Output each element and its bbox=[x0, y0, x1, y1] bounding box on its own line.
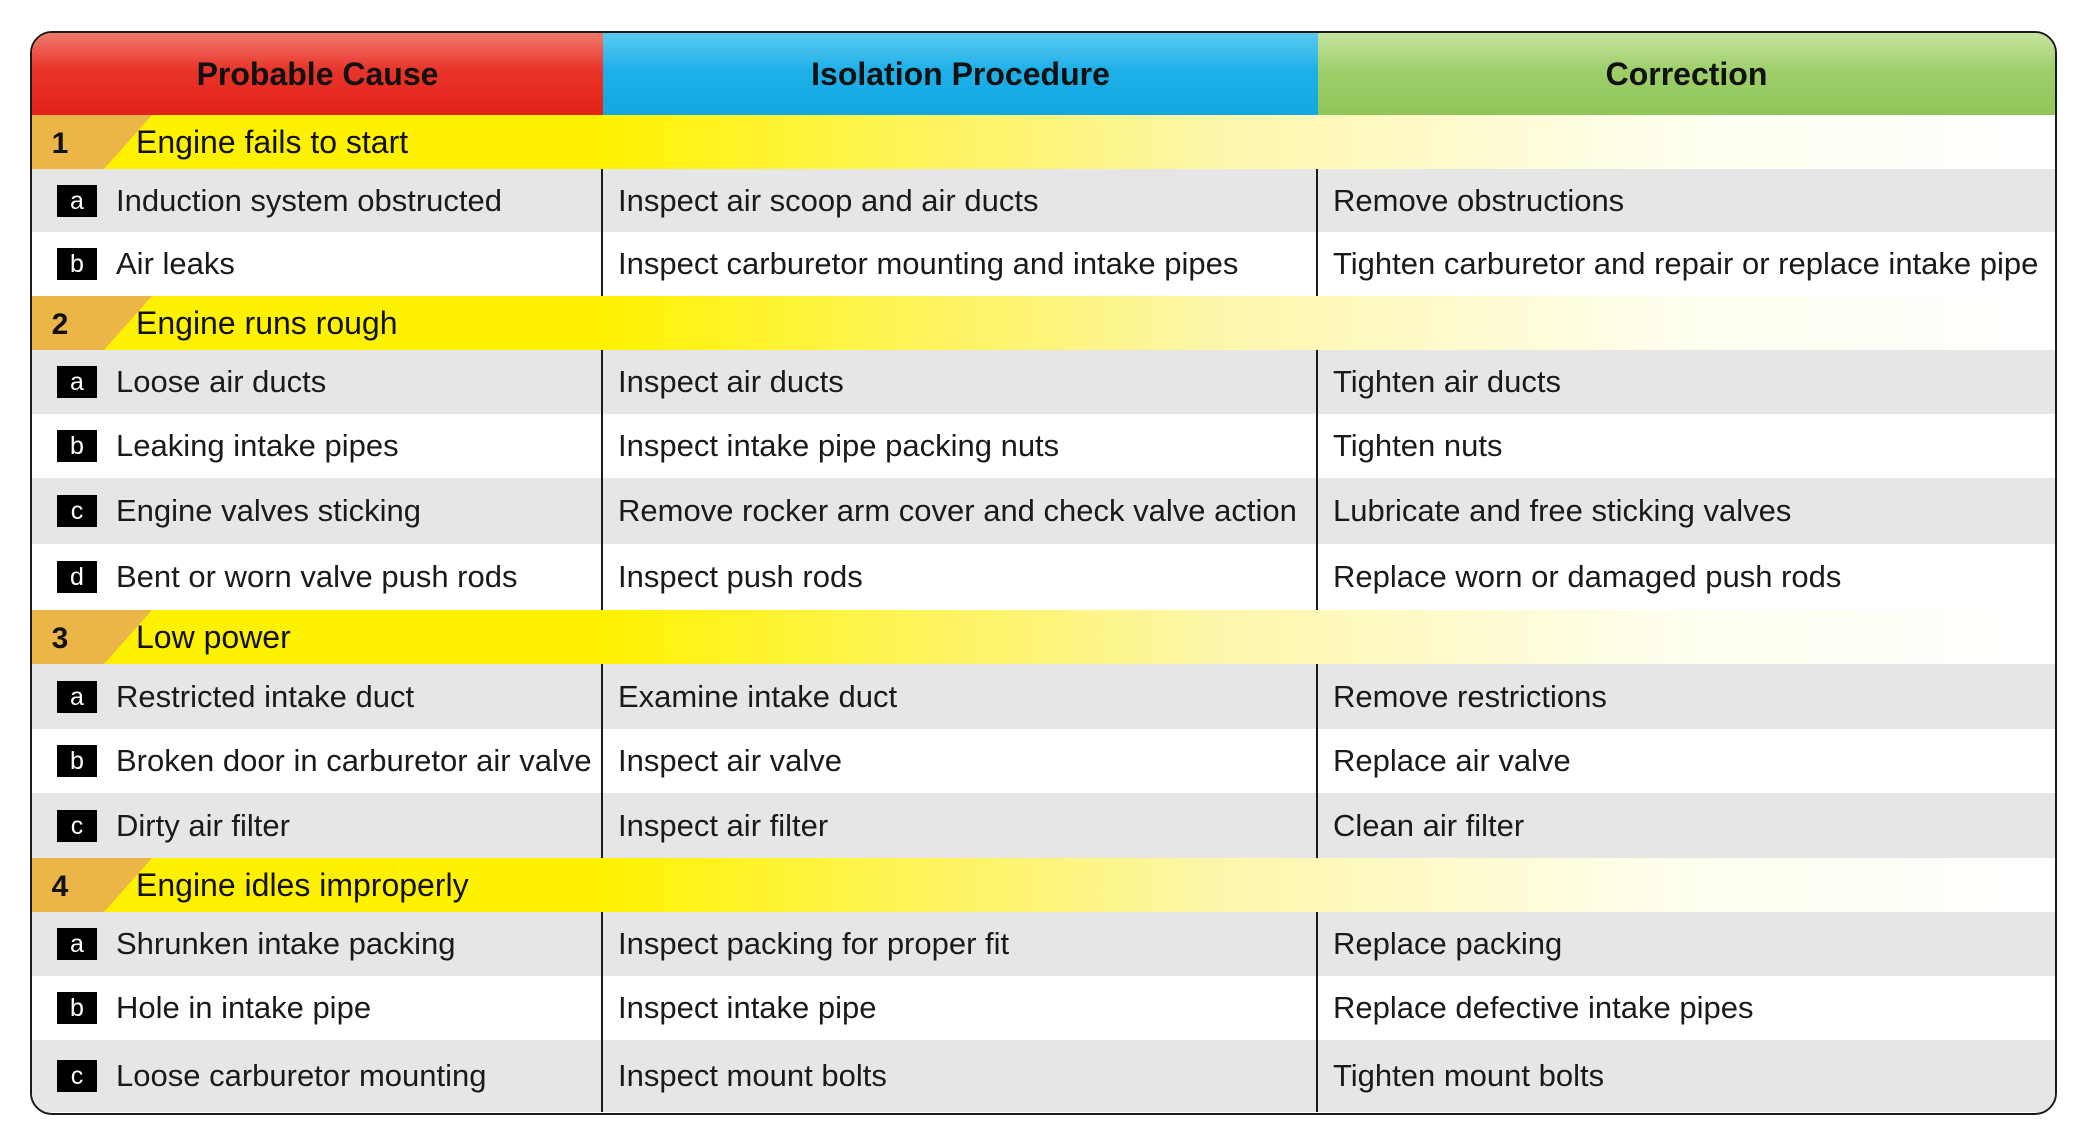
table-row bbox=[32, 350, 2055, 414]
table-row bbox=[32, 912, 2055, 976]
correction-cell: Clean air filter bbox=[1333, 807, 1525, 843]
row-letter-badge: d bbox=[57, 561, 97, 593]
isolation-cell: Inspect intake pipe packing nuts bbox=[603, 414, 1318, 478]
section-number: 3 bbox=[51, 622, 69, 655]
row-letter-badge: b bbox=[57, 745, 97, 777]
section-header bbox=[32, 858, 2055, 912]
row-letter-badge: a bbox=[57, 928, 97, 960]
correction-cell: Replace defective intake pipes bbox=[1333, 990, 1754, 1025]
section-number: 4 bbox=[51, 870, 69, 903]
correction-cell: Remove restrictions bbox=[1333, 678, 1607, 714]
correction-cell: Replace air valve bbox=[1333, 743, 1571, 778]
section-header bbox=[32, 115, 2055, 169]
correction-cell: Replace packing bbox=[1333, 926, 1563, 961]
cause-text: Engine valves sticking bbox=[116, 493, 421, 528]
section-header bbox=[32, 610, 2055, 664]
row-letter-badge: a bbox=[57, 366, 97, 398]
isolation-cell: Remove rocker arm cover and check valve action bbox=[603, 478, 1318, 544]
cause-cell bbox=[32, 793, 603, 858]
table-row bbox=[32, 414, 2055, 478]
cause-cell bbox=[32, 729, 603, 793]
cause-text: Leaking intake pipes bbox=[116, 428, 399, 463]
isolation-cell: Inspect air filter bbox=[603, 793, 1318, 858]
cause-text: Loose carburetor mounting bbox=[116, 1058, 487, 1093]
cause-text: Bent or worn valve push rods bbox=[116, 559, 518, 594]
cause-text: Restricted intake duct bbox=[116, 678, 415, 714]
section-header bbox=[32, 296, 2055, 350]
isolation-cell: Inspect push rods bbox=[603, 544, 1318, 610]
cause-text: Shrunken intake packing bbox=[116, 926, 456, 961]
header-probable-cause: Probable Cause bbox=[32, 33, 603, 115]
section-title: Engine fails to start bbox=[136, 124, 409, 160]
header-isolation-procedure: Isolation Procedure bbox=[603, 33, 1318, 115]
cause-cell bbox=[32, 414, 603, 478]
row-letter-badge: c bbox=[57, 495, 97, 527]
cause-cell bbox=[32, 350, 603, 414]
table-row bbox=[32, 793, 2055, 858]
isolation-cell: Inspect mount bolts bbox=[603, 1040, 1318, 1112]
correction-cell: Remove obstructions bbox=[1333, 182, 1625, 218]
isolation-cell: Inspect intake pipe bbox=[603, 976, 1318, 1040]
cause-cell bbox=[32, 544, 603, 610]
cause-cell bbox=[32, 1040, 603, 1112]
row-letter-badge: b bbox=[57, 430, 97, 462]
cause-cell bbox=[32, 664, 603, 729]
correction-cell: Lubricate and free sticking valves bbox=[1333, 493, 1792, 528]
correction-cell: Tighten carburetor and repair or replace intake pipe bbox=[1333, 246, 2039, 281]
section-number: 1 bbox=[51, 127, 69, 160]
cause-text: Hole in intake pipe bbox=[116, 990, 372, 1025]
cause-cell bbox=[32, 169, 603, 232]
row-letter-badge: a bbox=[57, 681, 97, 713]
row-letter-badge: c bbox=[57, 810, 97, 842]
cause-cell bbox=[32, 232, 603, 296]
table-row bbox=[32, 1040, 2055, 1112]
isolation-cell: Examine intake duct bbox=[603, 664, 1318, 729]
section-title: Engine runs rough bbox=[136, 305, 398, 341]
correction-cell: Replace worn or damaged push rods bbox=[1333, 559, 1842, 594]
correction-cell: Tighten air ducts bbox=[1333, 364, 1562, 399]
correction-cell: Tighten nuts bbox=[1333, 428, 1503, 463]
section-number: 2 bbox=[51, 308, 69, 341]
cause-cell bbox=[32, 478, 603, 544]
row-letter-badge: a bbox=[57, 185, 97, 217]
cause-cell bbox=[32, 976, 603, 1040]
table-row bbox=[32, 232, 2055, 296]
section-title: Low power bbox=[136, 619, 291, 655]
row-letter-badge: b bbox=[57, 992, 97, 1024]
cause-cell bbox=[32, 912, 603, 976]
correction-cell: Tighten mount bolts bbox=[1333, 1058, 1605, 1093]
table-row bbox=[32, 169, 2055, 232]
isolation-cell: Inspect air valve bbox=[603, 729, 1318, 793]
table-row bbox=[32, 729, 2055, 793]
isolation-cell: Inspect air ducts bbox=[603, 350, 1318, 414]
isolation-cell: Inspect packing for proper fit bbox=[603, 912, 1318, 976]
cause-text: Dirty air filter bbox=[116, 807, 290, 843]
row-letter-badge: b bbox=[57, 248, 97, 280]
isolation-cell: Inspect carburetor mounting and intake pipes bbox=[603, 232, 1318, 296]
isolation-cell: Inspect air scoop and air ducts bbox=[603, 169, 1318, 232]
cause-text: Induction system obstructed bbox=[116, 182, 502, 218]
cause-text: Air leaks bbox=[116, 246, 235, 281]
table-row bbox=[32, 478, 2055, 544]
row-letter-badge: c bbox=[57, 1060, 97, 1092]
table-row bbox=[32, 544, 2055, 610]
cause-text: Loose air ducts bbox=[116, 364, 327, 399]
header-correction: Correction bbox=[1318, 33, 2055, 115]
cause-text: Broken door in carburetor air valve bbox=[116, 743, 592, 778]
troubleshooting-table bbox=[30, 31, 2057, 1115]
table-row bbox=[32, 664, 2055, 729]
table-row bbox=[32, 976, 2055, 1040]
table-header bbox=[32, 33, 2055, 115]
section-title: Engine idles improperly bbox=[136, 867, 469, 903]
